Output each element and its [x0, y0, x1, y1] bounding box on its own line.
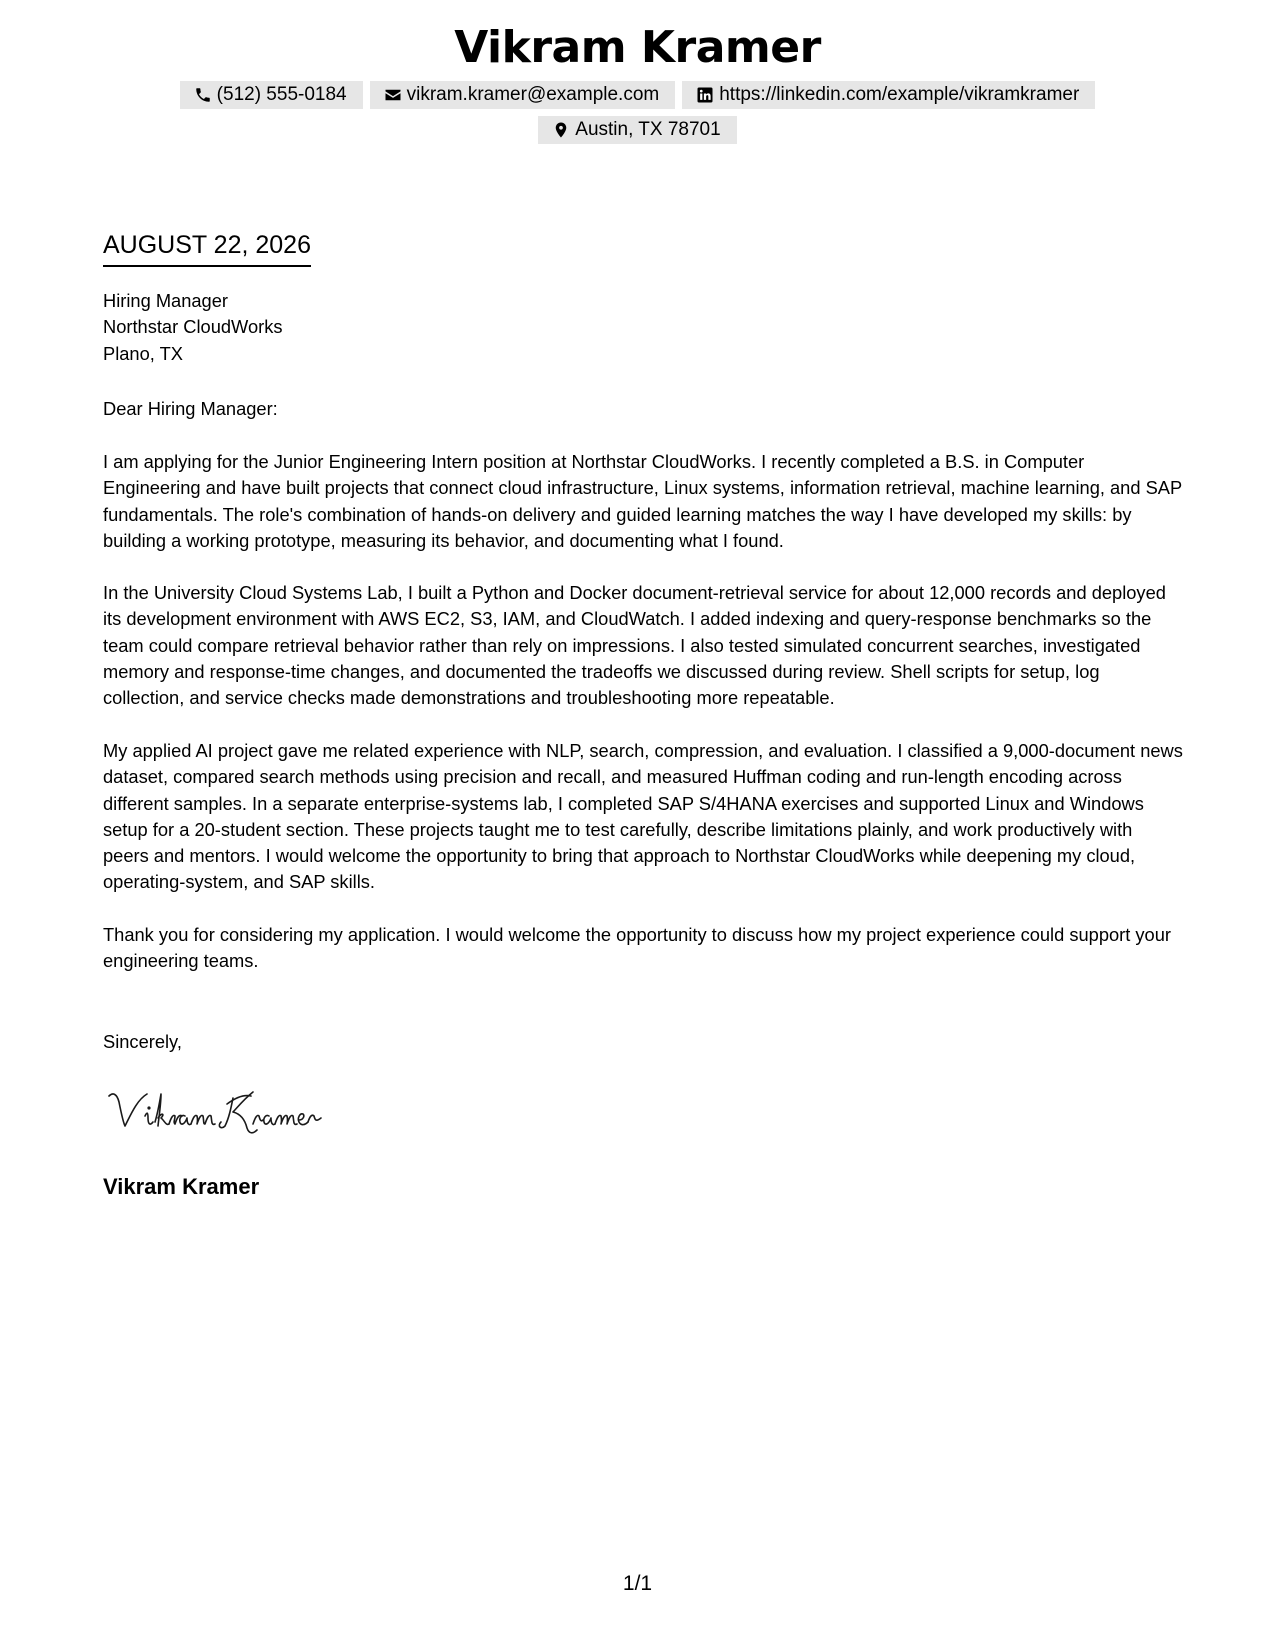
- linkedin-icon: [695, 85, 715, 105]
- phone-icon: [193, 85, 213, 105]
- closing: Sincerely,: [103, 1031, 182, 1052]
- recipient-title: Hiring Manager: [103, 290, 228, 311]
- contact-linkedin-text: https://linkedin.com/example/vikramkramer: [719, 84, 1080, 105]
- page-number: 1/1: [622, 1572, 653, 1595]
- body-paragraph: In the University Cloud Systems Lab, I built a Python and Docker document-retrieval service for about 12,000 records and deployed its development environment with AWS EC2, S3, IAM, and CloudWatch. I added indexing and query-response benchmarks so the team could compare retrieval behavior rather than rely on impressions. I also tested simulated concurrent searches, investigated memory and response-time changes, and documented the tradeoffs we discussed during review. Shell scripts for setup, log collection, and service checks made demonstrations and troubleshooting more repeatable.: [103, 582, 1166, 709]
- body-paragraph: I am applying for the Junior Engineering Intern position at Northstar CloudWorks. I recently completed a B.S. in Computer Engineering and have built projects that connect cloud infrastructure, Linux systems, information retrieval, machine learning, and SAP fundamentals. The role's combination of hands-on delivery and guided learning matches the way I have developed my skills: by building a working prototype, measuring its behavior, and documenting what I found.: [103, 451, 1182, 551]
- recipient-company: Northstar CloudWorks: [103, 316, 283, 338]
- body-paragraph: My applied AI project gave me related experience with NLP, search, compression, and evaluation. I classified a 9,000-document news dataset, compared search methods using precision and recall, and measured Huffman coding and run-length encoding across different samples. In a separate enterprise-systems lab, I completed SAP S/4HANA exercises and supported Linux and Windows setup for a 20-student section. These projects taught me to test carefully, describe limitations plainly, and work productively with peers and mentors. I would welcome the opportunity to bring that approach to Northstar CloudWorks while deepening my cloud, operating-system, and SAP skills.: [103, 740, 1183, 893]
- letter-date: AUGUST 22, 2026: [103, 229, 311, 267]
- applicant-name-heading: Vikram Kramer: [454, 22, 821, 73]
- contact-row: [0, 81, 1275, 109]
- salutation: Dear Hiring Manager:: [103, 398, 278, 419]
- contact-email[interactable]: [370, 81, 676, 109]
- contact-email-text: vikram.kramer@example.com: [406, 84, 660, 105]
- contact-phone-text: (512) 555-0184: [216, 84, 347, 105]
- map-pin-icon: [551, 120, 571, 140]
- handwritten-signature: [103, 1082, 363, 1142]
- contact-row: [0, 116, 1275, 144]
- body-paragraph: Thank you for considering my application. I would welcome the opportunity to discuss how my project experience could support your engineering teams.: [103, 924, 1171, 972]
- contact-phone[interactable]: [180, 81, 363, 109]
- recipient-location: Plano, TX: [103, 342, 183, 364]
- contact-location: [538, 116, 736, 144]
- envelope-icon: [383, 85, 403, 105]
- contact-location-text: Austin, TX 78701: [575, 119, 721, 140]
- signer-name: Vikram Kramer: [103, 1174, 260, 1199]
- contact-linkedin[interactable]: [682, 81, 1095, 109]
- recipient-block: [103, 288, 1183, 367]
